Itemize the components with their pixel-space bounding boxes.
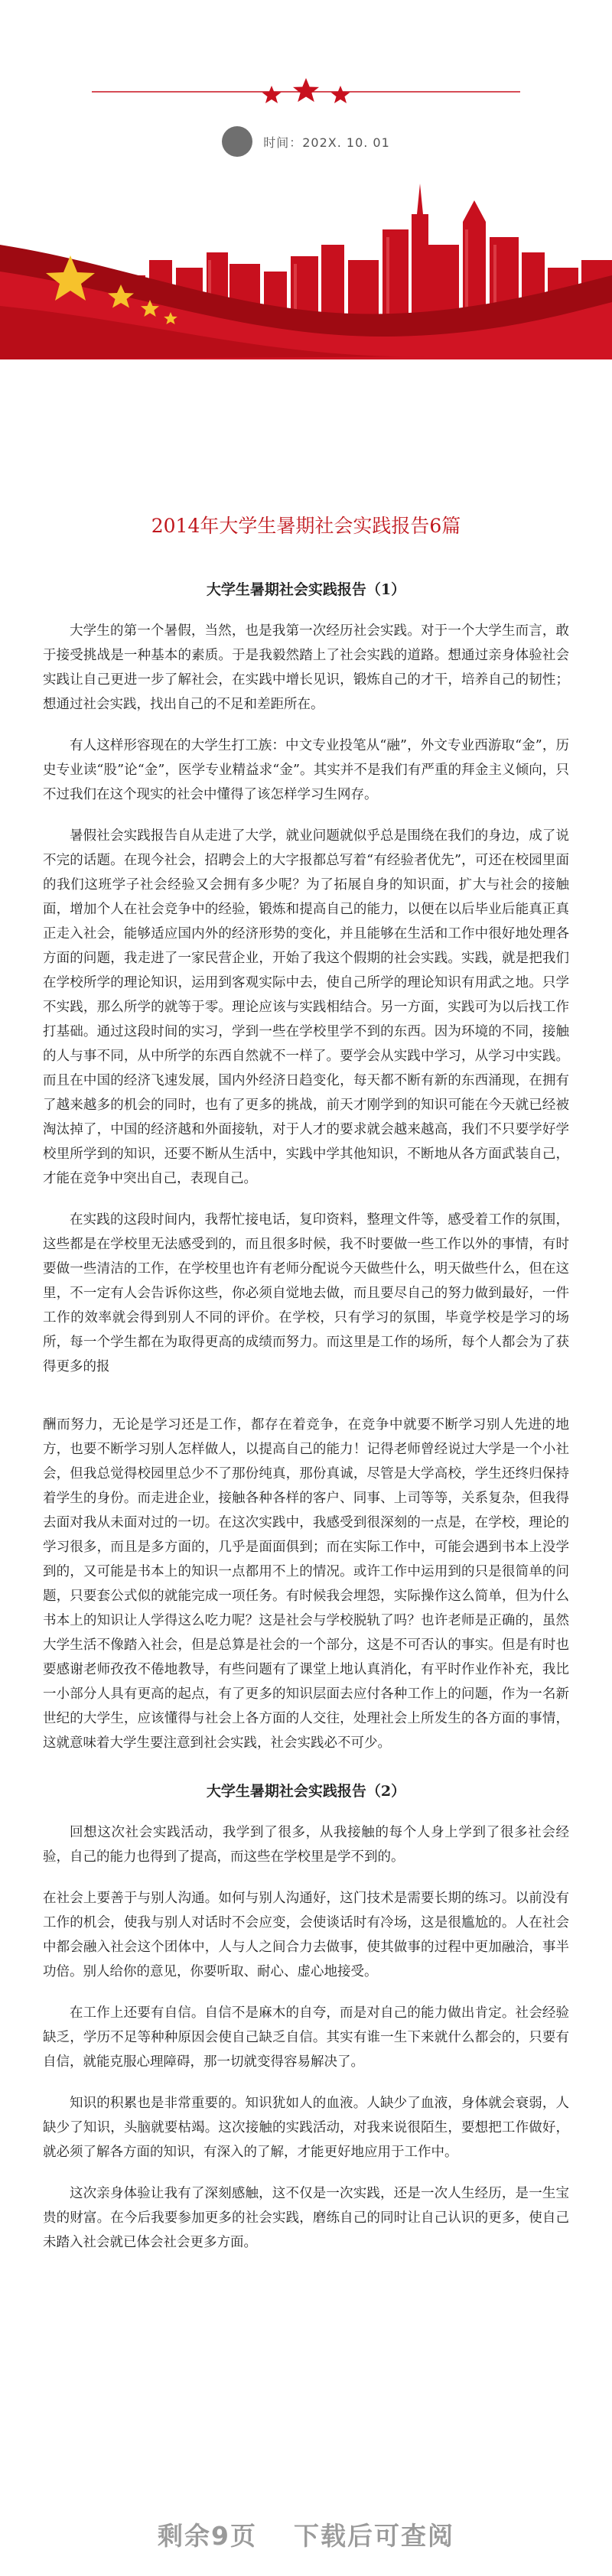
top-stars <box>262 78 350 103</box>
star-icon <box>262 86 282 103</box>
paragraph: 有人这样形容现在的大学生打工族：中文专业投笔从“融”，外文专业西游取“金”，历史专业读“股”论“金”，医学专业精益求“金”。其实并不是我们有严重的拜金主义倾向，只不过我们在这个现实的社会中懂得了该怎样学习生网存。 <box>43 738 569 802</box>
paragraph: 知识的积累也是非常重要的。知识犹如人的血液。人缺少了血液，身体就会衰弱，人缺少了知识，头脑就要枯竭。这次接触的实践活动，对我来说很陌生，要想把工作做好，就必须了解各方面的知识，有深入的了解，才能更好地应用于工作中。 <box>43 2096 569 2160</box>
date-row <box>0 122 612 161</box>
date-text <box>263 133 390 151</box>
document-title: 2014年大学生暑期社会实践报告6篇 <box>151 515 461 537</box>
paragraph: 这次亲身体验让我有了深刻感触，这不仅是一次实践，还是一次人生经历，是一生宝贵的财富。在今后我要参加更多的社会实践，磨练自己的同时让自己认识的更多，使自己未踏入社会就已体会社会更多方面。 <box>43 2186 569 2250</box>
paragraph: 大学生的第一个暑假，当然，也是我第一次经历社会实践。对于一个大学生而言，敢于接受挑战是一种基本的素质。于是我毅然踏上了社会实践的道路。想通过亲身体验社会实践让自己更进一步了解社会，在实践中增长见识，锻炼自己的才干，培养自己的韧性；想通过社会实践，找出自己的不足和差距所在。 <box>43 623 569 712</box>
star-icon <box>293 78 319 102</box>
article-body <box>0 428 612 2272</box>
paragraph: 在工作上还要有自信。自信不是麻木的自夸，而是对自己的能力做出肯定。社会经验缺乏，学历不足等种种原因会使自己缺乏自信。其实有谁一生下来就什么都会的，只要有自信，就能克服心理障碍，那一切就变得容易解决了。 <box>43 2005 569 2070</box>
download-hint-label[interactable]: 下载后可查阅 <box>293 2520 454 2551</box>
download-footer[interactable] <box>0 2492 612 2576</box>
star-icon <box>331 86 350 103</box>
date-label: 时间： <box>263 135 303 150</box>
section-title: 大学生暑期社会实践报告（1） <box>206 581 406 598</box>
header-banner <box>0 0 612 359</box>
remaining-pages-label[interactable]: 剩余9页 <box>158 2520 257 2551</box>
paragraph: 在社会上要善于与别人沟通。如何与别人沟通好，这门技术是需要长期的练习。以前没有工作的机会，使我与别人对话时不会应变，会使谈话时有冷场，这是很尴尬的。人在社会中都会融入社会这个团体中，人与人之间合力去做事，使其做事的过程中更加融洽，事半功倍。别人给你的意见，你要听取、耐心、虚心地接受。 <box>43 1891 569 1979</box>
section-title: 大学生暑期社会实践报告（2） <box>206 1783 406 1800</box>
paragraph: 回想这次社会实践活动，我学到了很多，从我接触的每个人身上学到了很多社会经验，自己的能力也得到了提高，而这些在学校里是学不到的。 <box>43 1825 569 1865</box>
banner-graphic <box>0 0 612 359</box>
paragraph: 酬而努力，无论是学习还是工作，都存在着竞争，在竞争中就要不断学习别人先进的地方，也要不断学习别人怎样做人，以提高自己的能力！记得老师曾经说过大学是一个小社会，但我总觉得校园里总少不了那份纯真，那份真诚，尽管是大学高校，学生还终归保持着学生的身份。而走进企业，接触各种各样的客户、同事、上司等等，关系复杂，但我得去面对我从未面对过的一切。在这次实践中，我感受到很深刻的一点是，在学校，理论的学习很多，而且是多方面的，几乎是面面俱到；而在实际工作中，可能会遇到书本上没学到的，又可能是书本上的知识一点都用不上的情况。或许工作中运用到的只是很简单的问题，只要套公式似的就能完成一项任务。有时候我会埋怨，实际操作这么简单，但为什么书本上的知识让人学得这么吃力呢？这是社会与学校脱轨了吗？也许老师是正确的，虽然大学生活不像踏入社会，但是总算是社会的一个部分，这是不可否认的事实。但是有时也要感谢老师孜孜不倦地教导，有些问题有了课堂上地认真消化，有平时作业作补充，我比一小部分人具有更高的起点，有了更多的知识层面去应付各种工作上的问题，作为一名新世纪的大学生，应该懂得与社会上各方面的人交往，处理社会上所发生的各方面的事情，这就意味着大学生要注意到社会实践，社会实践必不可少。 <box>43 1417 569 1751</box>
calendar-icon <box>222 126 252 157</box>
paragraph: 暑假社会实践报告自从走进了大学，就业问题就似乎总是围绕在我们的身边，成了说不完的话题。在现今社会，招聘会上的大字报都总写着“有经验者优先”，可还在校园里面的我们这班学子社会经验又会拥有多少呢？为了拓展自身的知识面，扩大与社会的接触面，增加个人在社会竞争中的经验，锻炼和提高自己的能力，以便在以后毕业后能真正真正走入社会，能够适应国内外的经济形势的变化，并且能够在生活和工作中很好地处理各方面的问题，我走进了一家民营企业，开始了我这个假期的社会实践。实践，就是把我们在学校所学的理论知识，运用到客观实际中去，使自己所学的理论知识有用武之地。只学不实践，那么所学的就等于零。理论应该与实践相结合。另一方面，实践可为以后找工作打基础。通过这段时间的实习，学到一些在学校里学不到的东西。因为环境的不同，接触的人与事不同，从中所学的东西自然就不一样了。要学会从实践中学习，从学习中实践。而且在中国的经济飞速发展，国内外经济日趋变化，每天都不断有新的东西涌现，在拥有了越来越多的机会的同时，也有了更多的挑战，前天才刚学到的知识可能在今天就已经被淘汰掉了，中国的经济越和外面接轨，对于人才的要求就会越来越高，我们不只要学好学校里所学到的知识，还要不断从生活中，实践中学其他知识，不断地从各方面武装自己，才能在竞争中突出自己，表现自己。 <box>43 828 569 1186</box>
date-value: 202X. 10. 01 <box>302 135 390 150</box>
paragraph: 在实践的这段时间内，我帮忙接电话，复印资料，整理文件等，感受着工作的氛围，这些都是在学校里无法感受到的，而且很多时候，我不时要做一些工作以外的事情，有时要做一些清洁的工作，在学校里也许有老师分配说今天做些什么，明天做些什么，但在这里，不一定有人会告诉你这些，你必须自觉地去做，而且要尽自己的努力做到最好，一件工作的效率就会得到别人不同的评价。在学校，只有学习的氛围，毕竟学校是学习的场所，每一个学生都在为取得更高的成绩而努力。而这里是工作的场所，每个人都会为了获得更多的报 <box>43 1212 569 1374</box>
